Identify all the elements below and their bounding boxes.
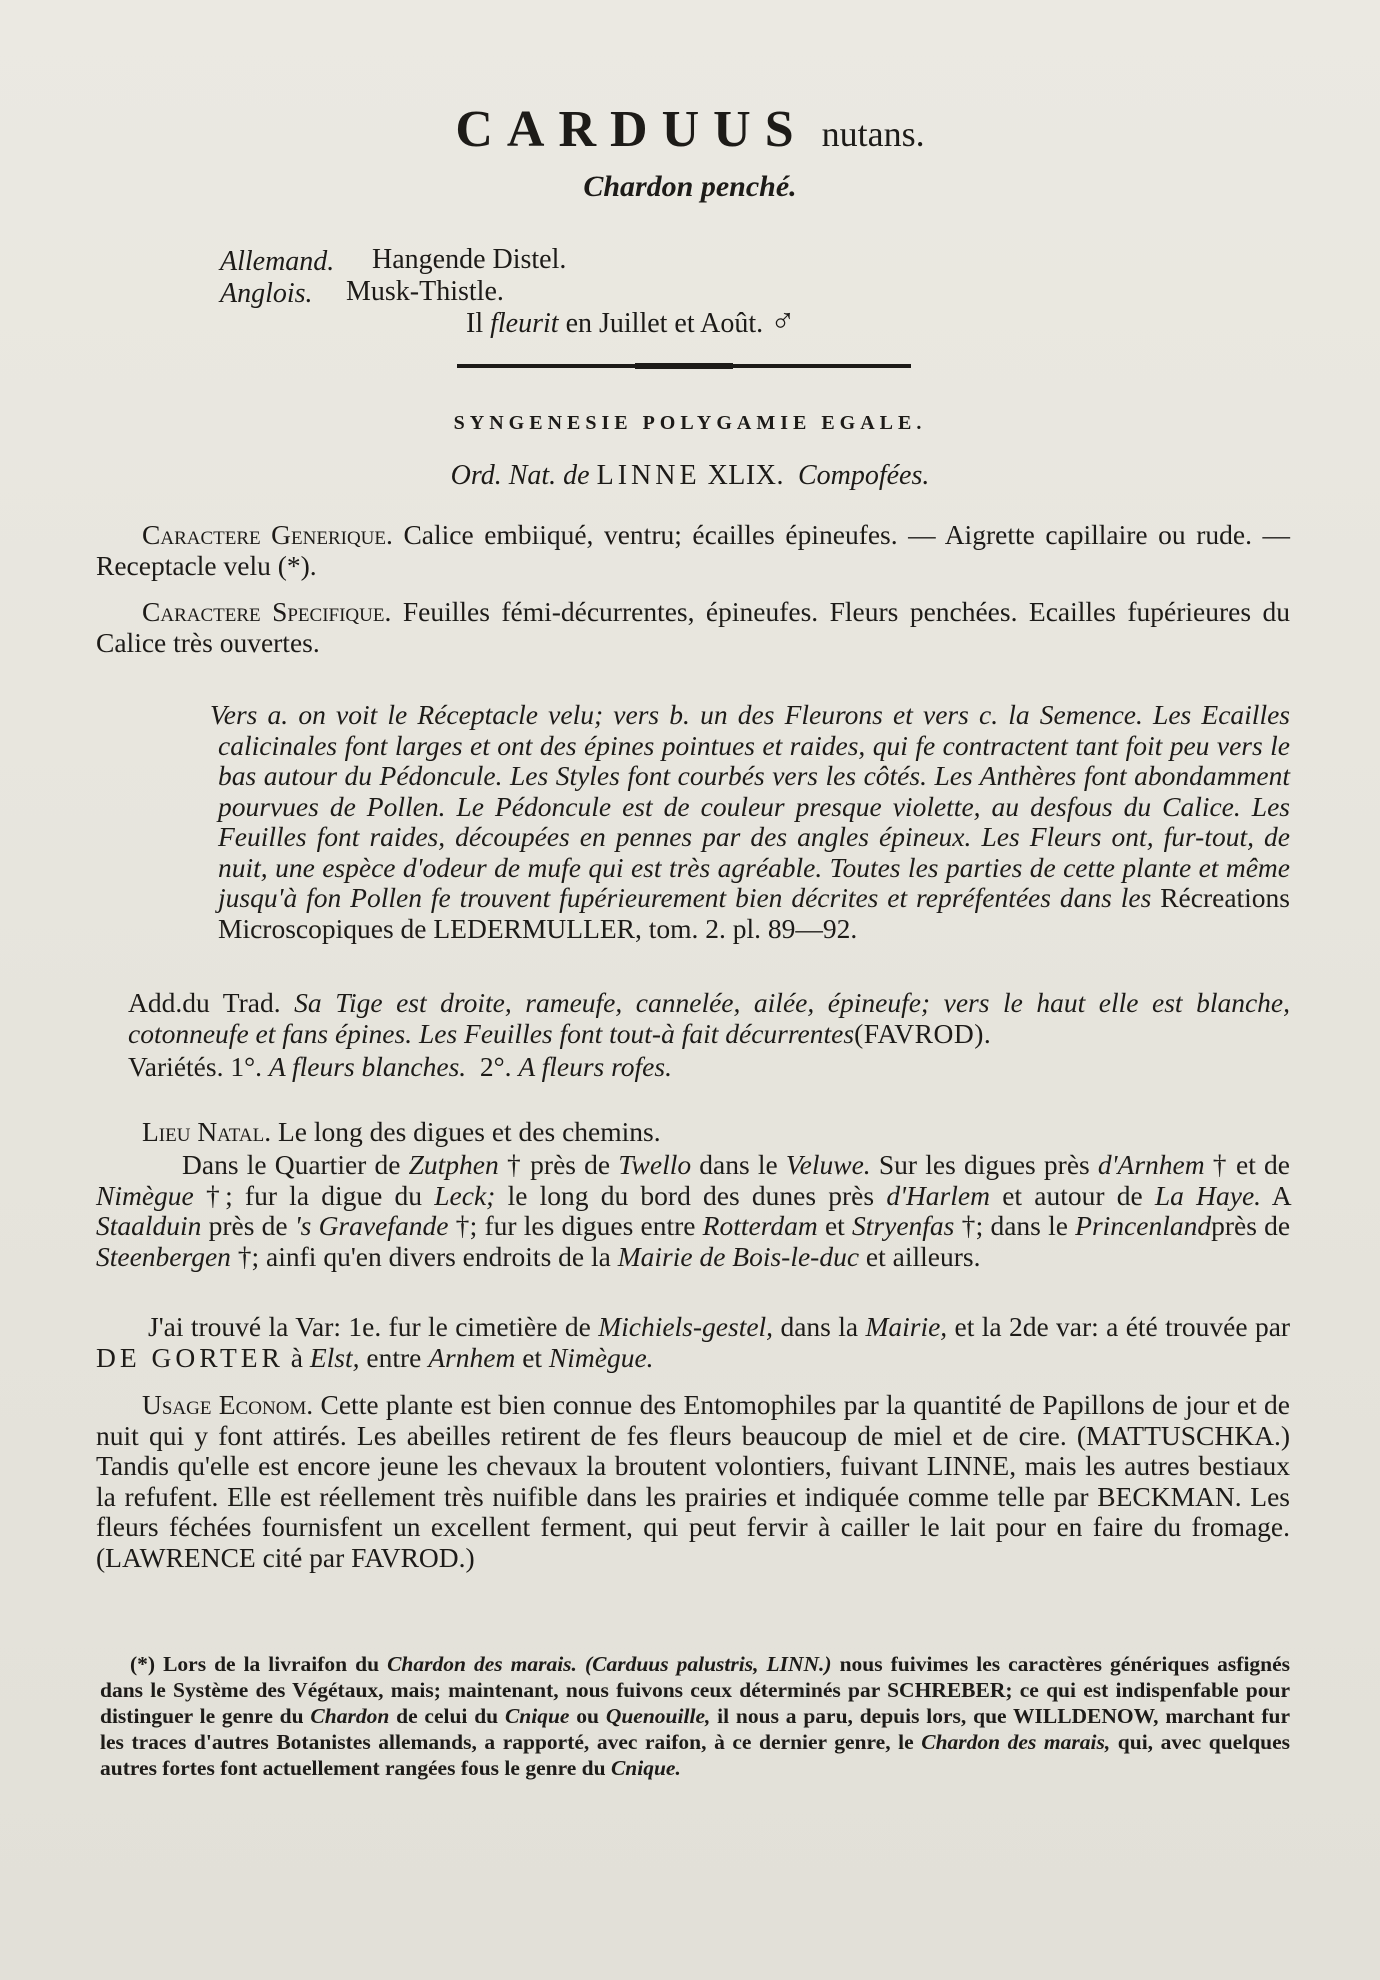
genus-name: CARDUUS bbox=[455, 101, 808, 158]
common-name: Chardon penché. bbox=[583, 170, 797, 203]
german-name: Hangende Distel. bbox=[372, 244, 567, 275]
economic-use: Usage Econom. Cette plante est bien connue des Entomophiles par la quantité de Papillons de jour et de nuit qui y font attirés. Les abeilles retirent de fes fleurs beaucoup de miel et de cire. (MATTUSCHKA.) Tandis qu'elle est encore jeune les chevaux la broutent volontiers, fuivant LINNE, mais les autres bestiaux la refufent. Elle est réellement très nuifible dans les prairies et indiquée comme telle par BECKMAN. Les fleurs féchées fournisfent un excellent ferment, qui peut fervir à cailler le lait pour en faire du fromage. (LAWRENCE cité par FAVROD.) bbox=[96, 1389, 1290, 1573]
varieties: Variétés. 1°. A fleurs blanches. 2°. A fleurs rofes. bbox=[128, 1051, 672, 1082]
usage-label: Usage Econom. bbox=[142, 1389, 314, 1420]
footnote: (*) Lors de la livraifon du Chardon des marais. (Carduus palustris, LINN.) nous fuivimes les caractères génériques asfignés dans le Système des Végétaux, mais; maintenant, nous fuivons ceux déterminés par SCHREBER; ce qui est indispenfable pour distinguer le genre du Chardon de celui du Cnique ou Quenouille, il nous a paru, depuis lors, que WILLDENOW, marchant fur les traces d'autres Botanistes allemands, a rapporté, avec raifon, à ce dernier genre, le Chardon des marais, qui, avec quelques autres fortes font actuellement rangées fous le genre du Cnique. bbox=[100, 1652, 1291, 1780]
personal-finding: J'ai trouvé la Var: 1e. fur le cimetière de Michiels-gestel, dans la Mairie, et la 2de var: a été trouvée par DE GORTER à Elst, entre Arnhem et Nimègue. bbox=[96, 1311, 1291, 1373]
localities: Dans le Quartier de Zutphen † près de Twello dans le Veluwe. Sur les digues près d'Arnhem † et de Nimègue †; fur la digue du Leck; le long du bord des dunes près d'Harlem et autour de La Haye. A Staalduin près de 's Gravefande †; fur les digues entre Rotterdam et Stryenfas †; dans le Princenlandprès de Steenbergen †; ainfi qu'en divers endroits de la Mairie de Bois-le-duc et ailleurs. bbox=[96, 1149, 1291, 1272]
page-title bbox=[0, 102, 1380, 162]
english-name: Musk-Thistle. bbox=[346, 276, 504, 307]
specific-label: Caractere Specifique. bbox=[142, 596, 392, 627]
english-label: Anglois. bbox=[220, 278, 313, 309]
addition-label: Add.du Trad. bbox=[128, 987, 281, 1018]
linnaean-class: SYNGENESIE POLYGAMIE EGALE. bbox=[453, 412, 927, 434]
species-name: nutans. bbox=[821, 114, 925, 154]
habitat: Lieu Natal. Le long des digues et des chemins. bbox=[142, 1116, 661, 1147]
german-label: Allemand. bbox=[220, 246, 335, 277]
habitat-label: Lieu Natal. bbox=[142, 1116, 272, 1147]
plate-description: Vers a. on voit le Réceptacle velu; vers b. un des Fleurons et vers c. la Semence. Les Ecailles calicinales font larges et ont des épines pointues et raides, qui fe contractent tant foit peu vers le bas autour du Pédoncule. Les Styles font courbés vers les côtés. Les Anthères font abondamment pourvues de Pollen. Le Pédoncule est de couleur presque violette, au desfous du Calice. Les Feuilles font raides, découpées en pennes par des angles épineux. Les Fleurs ont, fur-tout, de nuit, une espèce d'odeur de mufe qui est très agréable. Toutes les parties de cette plante et même jusqu'à fon Pollen fe trouvent fupérieurement bien décrites et repréfentées dans les Récreations Microscopiques de LEDERMULLER, tom. 2. pl. 89—92. bbox=[210, 699, 1291, 944]
biennial-symbol-icon: ♂ bbox=[770, 303, 796, 340]
translator-addition: Add.du Trad. Sa Tige est droite, rameufe, cannelée, ailée, épineufe; vers le haut elle est blanche, cotonneufe et fans épines. Les Feuilles font tout-à fait décurrentes(FAVROD). bbox=[128, 987, 1291, 1049]
generic-character: Caractere Generique. Calice embiiqué, ventru; écailles épineufes. — Aigrette capillaire ou rude. — Receptacle velu (*). bbox=[96, 519, 1290, 581]
specific-character: Caractere Specifique. Feuilles fémi-décurrentes, épineufes. Fleurs penchées. Ecailles fupérieures du Calice très ouvertes. bbox=[96, 596, 1291, 658]
natural-order: Ord. Nat. de LINNE XLIX. Compofées. bbox=[450, 460, 930, 491]
generic-label: Caractere Generique. bbox=[142, 519, 393, 550]
ornamental-rule bbox=[457, 364, 911, 368]
flowering-period: Il fleurit en Juillet et Août. ♂ bbox=[466, 303, 796, 340]
